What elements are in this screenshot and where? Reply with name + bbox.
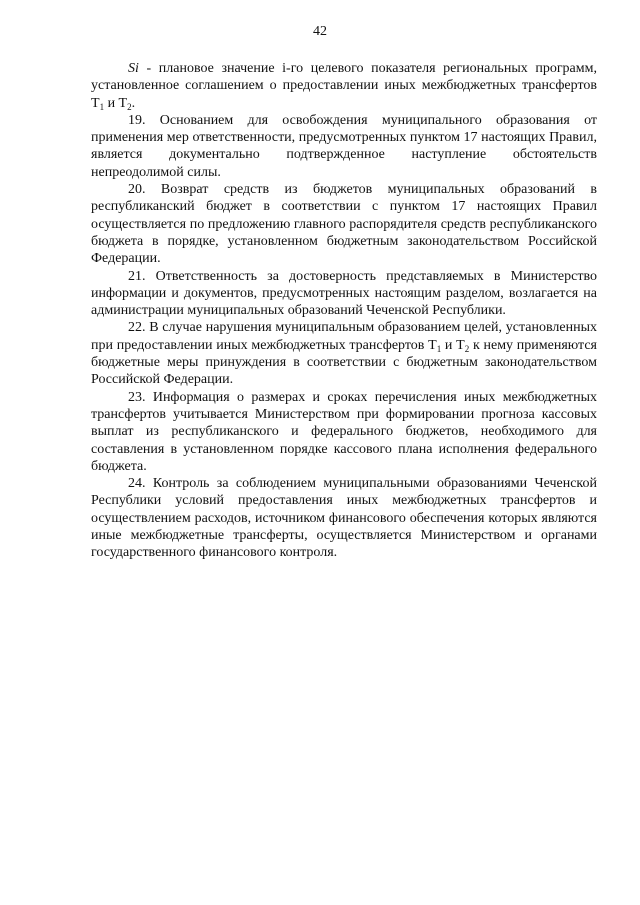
paragraph-text: и T — [104, 95, 128, 111]
paragraph-text: - плановое значение i-го целевого показателя региональных программ, установленное соглашением о предоставлении иных межбюджетных трансфертов T — [91, 61, 597, 111]
paragraph-24: 24. Контроль за соблюдением муниципальными образованиями Чеченской Республики условий предоставления иных межбюджетных трансфертов и осуществлением расходов, источником финансового обеспечения которых являются иные межбюджетные трансферты, осуществляется Министерством и органами государственного финансового контроля. — [91, 476, 597, 561]
paragraph-19: 19. Основанием для освобождения муниципального образования от применения мер ответственности, предусмотренных пунктом 17 настоящих Правил, является документально подтвержденное наступление обстоятельств непреодолимой силы. — [91, 112, 597, 180]
paragraph-text: . — [131, 95, 136, 111]
paragraph-22 — [91, 319, 597, 388]
subscript: 2 — [464, 343, 470, 354]
paragraph-text: и T — [441, 337, 465, 353]
paragraph-23: 23. Информация о размерах и сроках перечисления иных межбюджетных трансфертов учитывается Министерством при формировании прогноза кассовых выплат из республиканского и федерального бюджетов, необходимого для составления в установленном порядке кассового плана исполнения федерального бюджета. — [91, 389, 597, 474]
subscript: 2 — [127, 101, 132, 112]
paragraph-text: к нему применяются бюджетные меры принуждения в соответствии с бюджетным законодательством Российской Федерации. — [91, 337, 597, 388]
page-number: 42 — [313, 24, 327, 39]
paragraph-si-definition — [91, 60, 597, 112]
paragraph-21: 21. Ответственность за достоверность представляемых в Министерство информации и документов, предусмотренных настоящим разделом, возлагается на администрации муниципальных образований Чеченской Республики. — [91, 268, 597, 319]
paragraph-20: 20. Возврат средств из бюджетов муниципальных образований в республиканский бюджет в соответствии с пунктом 17 настоящих Правил осуществляется по предложению главного распорядителя средств республиканского бюджета в порядке, установленном бюджетным законодательством Российской Федерации. — [91, 182, 597, 267]
subscript: 1 — [99, 101, 105, 112]
variable-si: Si — [128, 61, 139, 76]
subscript: 1 — [436, 343, 442, 354]
paragraph-text: 22. В случае нарушения муниципальным образованием целей, установленных при предоставлении иных межбюджетных трансфертов T — [91, 320, 597, 353]
document-body — [91, 60, 597, 562]
